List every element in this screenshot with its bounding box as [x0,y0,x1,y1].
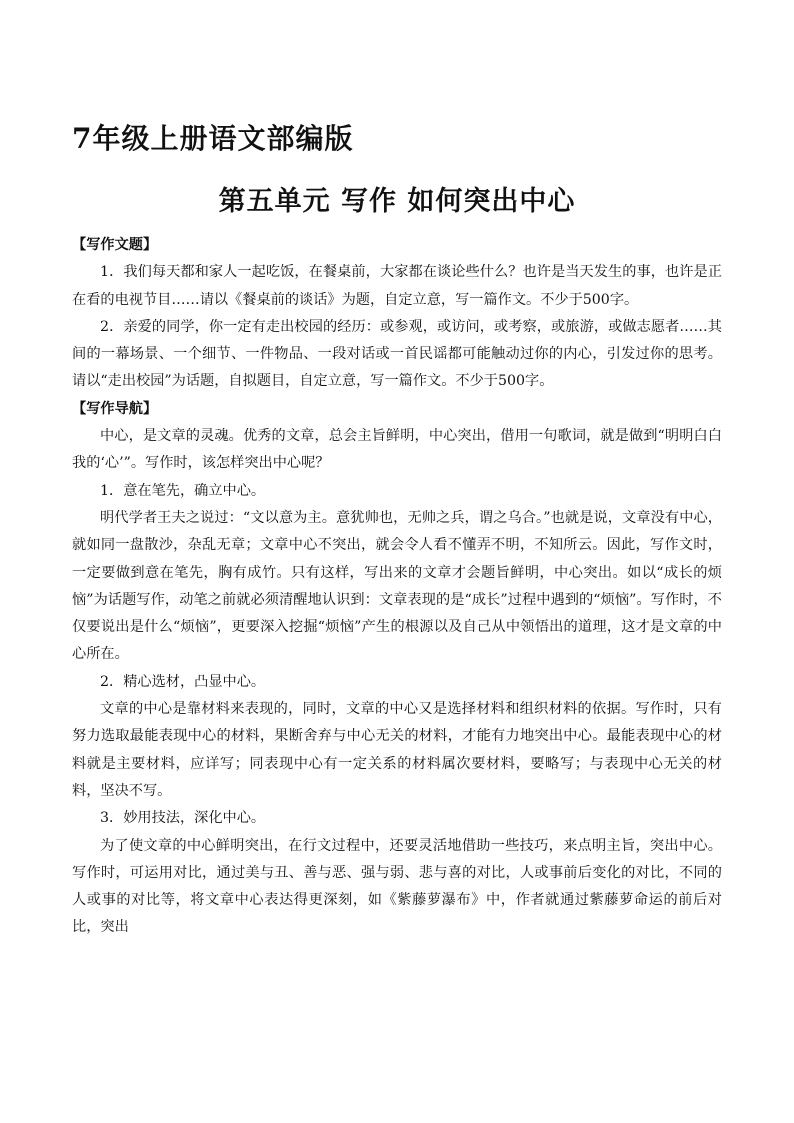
guide-point-heading: 2．精心选材，凸显中心。 [100,673,266,690]
document-body [72,232,722,942]
guide-paragraph: 文章的中心是靠材料来表现的，同时，文章的中心又是选择材料和组织材料的依据。写作时，只有努力选取最能表现中心的材料，果断舍弃与中心无关的材料，才能有力地突出中心。最能表现中心的材料就是主要材料，应详写；同表现中心有一定关系的材料属次要材料，要略写；与表现中心无关的材料，坚决不写。 [72,701,722,799]
section-heading-writing-prompts: 【写作文题】 [72,237,158,253]
guide-point-heading: 3．妙用技法，深化中心。 [100,810,266,827]
section-heading-writing-guide: 【写作导航】 [72,400,158,417]
guide-point-heading: 1．意在笔先，确立中心。 [100,482,266,499]
guide-intro-paragraph: 中心，是文章的灵魂。优秀的文章，总会主旨鲜明，中心突出，借用一句歌词，就是做到“明明白白我的‘心’”。写作时，该怎样突出中心呢？ [72,428,722,472]
guide-paragraph: 为了使文章的中心鲜明突出，在行文过程中，还要灵活地借助一些技巧，来点明主旨，突出中心。写作时，可运用对比，通过美与丑、善与恶、强与弱、悲与喜的对比，人或事前后变化的对比，不同的人或事的对比等，将文章中心表达得更深刻，如《紫藤萝瀑布》中，作者就通过紫藤萝命运的前后对比，突出 [72,837,722,936]
guide-paragraph: 明代学者王夫之说过：“文以意为主。意犹帅也，无帅之兵，谓之乌合。”也就是说，文章没有中心，就如同一盘散沙，杂乱无章；文章中心不突出，就会令人看不懂弄不明，不知所云。因此，写作文时，一定要做到意在笔先，胸有成竹。只有这样，写出来的文章才会题旨鲜明，中心突出。如以“成长的烦恼”为话题写作，动笔之前就必须清醒地认识到：文章表现的是“成长”过程中遇到的“烦恼”。写作时，不仅要说出是什么“烦恼”，更要深入挖掘“烦恼”产生的根源以及自己从中领悟出的道理，这才是文章的中心所在。 [72,509,722,663]
prompt-paragraph: 1．我们每天都和家人一起吃饭，在餐桌前，大家都在谈论些什么？也许是当天发生的事，也许是正在看的电视节目……请以《餐桌前的谈话》为题，自定立意，写一篇作文。不少于500字。 [72,264,722,308]
prompt-paragraph: 2．亲爱的同学，你一定有走出校园的经历：或参观，或访问，或考察，或旅游，或做志愿者……其间的一幕场景、一个细节、一件物品、一段对话或一首民谣都可能触动过你的内心，引发过你的思考。请以“走出校园”为话题，自拟题目，自定立意，写一篇作文。不少于500字。 [72,318,722,390]
document-title: 7年级上册语文部编版 [72,122,354,155]
unit-title: 第五单元 写作 如何突出中心 [218,186,576,217]
